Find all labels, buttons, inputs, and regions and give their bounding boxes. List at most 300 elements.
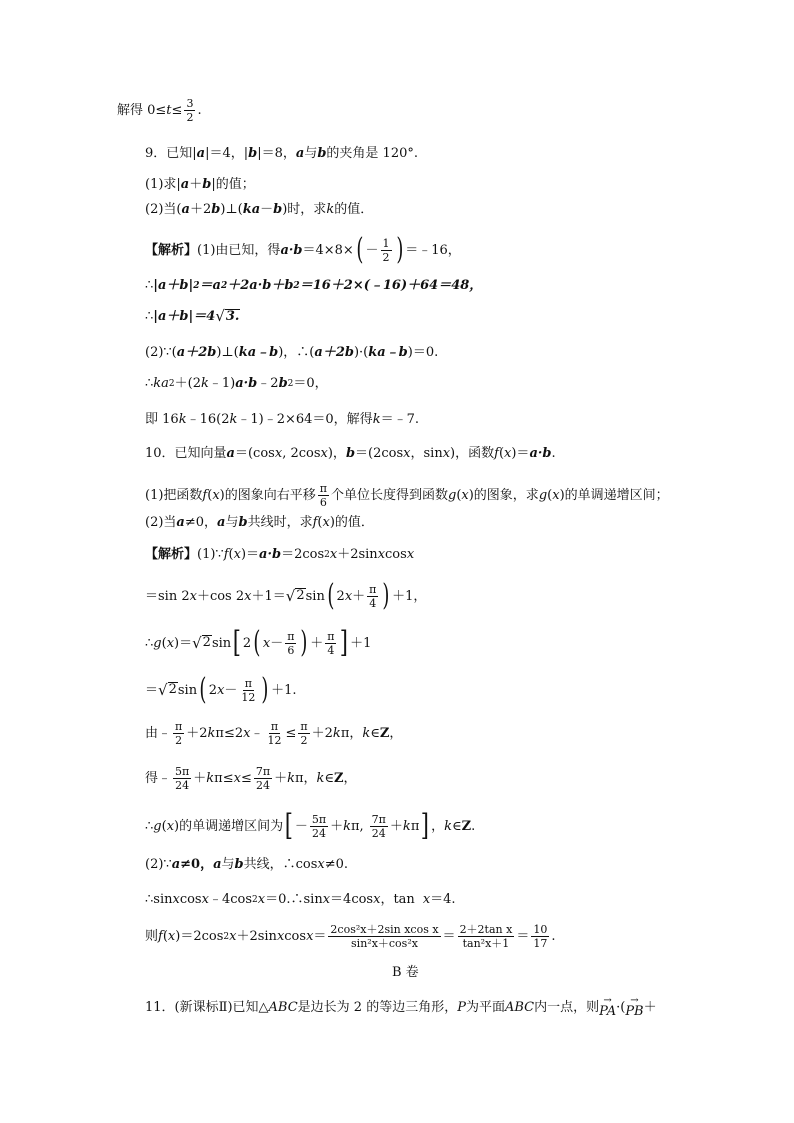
text: cos: [284, 929, 307, 944]
var: f: [202, 488, 208, 503]
var: k: [444, 818, 452, 834]
var: f: [312, 515, 318, 530]
text: )时，求: [282, 202, 327, 217]
var: x: [461, 488, 469, 503]
radicand: 2: [296, 588, 305, 604]
text: 为平面: [465, 1000, 505, 1015]
var: x: [422, 892, 431, 907]
denominator: 2: [175, 734, 183, 747]
text: ≠0.: [324, 857, 349, 872]
text: 与: [225, 515, 239, 530]
denominator: 2: [382, 250, 390, 264]
numerator: π: [175, 720, 183, 733]
text: |a＋b|＝4: [153, 309, 216, 325]
var: f: [223, 547, 229, 562]
text: ∴: [145, 278, 154, 293]
text: ＝﹣7.: [380, 412, 419, 427]
solution-10-step-10: 则 f ( x )＝2cos 2 x ＋2sin x cos x ＝ $\frac{\text{2cos²x＋2sin xcos x}}{\text{sin²x＋cos²x}}$ ＝ $\frac{\text{2＋2tan x}}{\text{tan²x＋1}}$ ＝ $\frac{10}{17}$ .: [145, 923, 556, 950]
text: ＋(2: [174, 376, 201, 391]
text: sin: [305, 588, 325, 604]
text: )＝: [174, 635, 193, 651]
text: )的值．: [329, 515, 374, 530]
text: (1)求|: [145, 177, 181, 192]
fraction: [266, 721, 284, 746]
text: (: [498, 446, 505, 461]
paren-close: ): [395, 232, 403, 267]
var: b: [317, 146, 327, 161]
integer-set: Z: [461, 818, 472, 834]
text: π: [410, 818, 420, 834]
solution-10-step-8: [145, 858, 348, 871]
text: ＋: [389, 818, 403, 834]
solution-9-step-3: [145, 309, 240, 324]
text: ＋: [189, 177, 203, 192]
text: π≤2: [215, 726, 244, 741]
text: ∴: [145, 818, 154, 834]
vector-arrow: →: [603, 995, 612, 1006]
text: 内一点，则: [534, 1000, 600, 1015]
fraction: [239, 678, 257, 703]
var: x: [403, 446, 411, 461]
var: a·b: [235, 376, 258, 391]
var: k: [343, 818, 351, 834]
denominator: 12: [241, 690, 256, 704]
text: ﹣2: [257, 376, 279, 391]
var: a: [181, 202, 190, 217]
denominator: 12: [267, 734, 282, 747]
text: |＝4，|: [205, 146, 249, 161]
text: ＋1＝: [251, 588, 286, 604]
var: a: [213, 857, 222, 872]
text: (1)把函数: [145, 488, 203, 503]
solution-10-step-1: 【解析】 (1)∵ f ( x )＝ a·b ＝2cos 2 x ＋2sin x cos x: [145, 547, 415, 562]
text: .: [197, 103, 202, 118]
paren-close: ): [261, 672, 269, 707]
numerator: π: [300, 720, 308, 733]
denominator: tan²x＋1: [462, 937, 510, 950]
text: 共线时，求: [247, 515, 313, 530]
solution-10-step-3: [145, 625, 372, 660]
text: )⊥(: [220, 202, 243, 217]
var: k: [402, 818, 411, 834]
var: x: [212, 488, 220, 503]
var: x: [262, 635, 271, 651]
sqrt: [192, 635, 212, 650]
var: ka: [153, 376, 169, 391]
text: |的值；: [211, 177, 255, 192]
fraction: [298, 721, 309, 746]
text: 9．已知|: [145, 146, 197, 161]
fraction: [458, 924, 515, 949]
text: π≤: [214, 771, 234, 786]
text: ，sin: [410, 446, 443, 461]
numerator: π: [327, 629, 335, 643]
text: ＝﹣16，: [405, 242, 461, 258]
var: x: [244, 588, 252, 604]
text: ＝0.∴sin: [265, 892, 323, 907]
problem-9-question-1: [145, 178, 255, 191]
text: ＝(2cos: [355, 446, 404, 461]
var: f: [158, 929, 163, 944]
text: ＋: [643, 1000, 657, 1015]
var: k: [326, 202, 335, 217]
text: －: [224, 682, 238, 698]
bracket-close: ]: [340, 625, 349, 660]
var: x: [274, 446, 283, 461]
text: π,: [350, 818, 364, 834]
paren-open: (: [356, 232, 364, 267]
paren-close: ): [382, 578, 390, 613]
var: k: [201, 376, 209, 391]
text: ＝a: [199, 278, 221, 293]
denominator: 6: [319, 496, 327, 509]
var: a: [176, 515, 185, 530]
solution-9-step-6: [145, 413, 419, 426]
fraction: [367, 584, 378, 609]
denominator: 2: [186, 111, 194, 124]
denominator: 2: [300, 734, 308, 747]
bracket-open: [: [284, 808, 294, 843]
var: g: [153, 818, 162, 834]
text: π，: [340, 726, 363, 741]
var: a: [226, 446, 235, 461]
numerator: 10: [533, 923, 548, 936]
text: .: [551, 446, 556, 461]
text: 解得 0≤: [117, 103, 167, 118]
text: ﹣1)﹣2×64＝0，解得: [237, 412, 373, 427]
analysis-tag: 【解析】: [145, 242, 198, 258]
var: x: [322, 515, 330, 530]
text: (: [456, 488, 462, 503]
fraction: [325, 631, 336, 656]
bracket-close: ]: [421, 808, 430, 843]
text: ∴: [145, 309, 154, 325]
denominator: 24: [311, 826, 326, 840]
text: 11．(新课标Ⅱ)已知△: [145, 1000, 269, 1015]
paren-close: ): [300, 625, 308, 660]
var: b: [278, 376, 288, 391]
denominator: 4: [369, 596, 377, 610]
fraction: [285, 631, 296, 656]
solution-10-step-2: [145, 578, 427, 613]
fraction: [173, 721, 184, 746]
vector-arrow: →: [630, 995, 639, 1006]
text: ka﹣b: [238, 345, 279, 360]
var: x: [233, 547, 241, 562]
denominator: 24: [175, 779, 190, 792]
numerator: π: [270, 720, 279, 733]
problem-10-question-1: [145, 483, 669, 508]
text: ＋2sin: [337, 547, 378, 562]
var: k: [332, 726, 341, 741]
text: (2)∵(: [145, 345, 177, 360]
vector: [599, 997, 616, 1018]
text: ，tan: [380, 892, 415, 907]
text: ka﹣b: [368, 345, 408, 360]
text: )，∴(: [278, 345, 315, 360]
text: (: [161, 635, 167, 651]
text: ＝: [442, 929, 456, 944]
numerator: 3: [186, 97, 194, 110]
fraction: [370, 814, 388, 839]
var: a: [171, 857, 181, 872]
text: )·(: [353, 345, 369, 360]
text: ＝4.: [430, 892, 456, 907]
paren-open: (: [253, 625, 261, 660]
problem-11: [145, 997, 657, 1018]
text: ，: [389, 726, 403, 741]
text: )＝: [240, 547, 260, 562]
var: x: [276, 929, 285, 944]
text: (: [161, 818, 167, 834]
text: )的图象向右平移: [219, 488, 316, 503]
var: x: [172, 892, 180, 907]
text: )⊥(: [216, 345, 239, 360]
text: ≤: [285, 726, 297, 741]
text: (2)当: [145, 515, 177, 530]
var: b: [211, 202, 221, 217]
text: ＋2sin: [236, 929, 277, 944]
section-heading: B 卷: [392, 965, 419, 980]
text: )的单调递增区间；: [559, 488, 669, 503]
denominator: 6: [287, 643, 295, 657]
text: cos: [179, 892, 202, 907]
var: ABC: [504, 1000, 535, 1015]
text: ·(: [616, 1000, 626, 1015]
fraction: [531, 924, 549, 949]
numerator: 2cos²x＋2sin xcos x: [330, 923, 439, 936]
fraction: [328, 924, 440, 949]
var: k: [178, 412, 187, 427]
var: x: [322, 892, 331, 907]
fraction: [318, 483, 329, 508]
var: k: [229, 412, 238, 427]
text: ＋: [193, 771, 207, 786]
var: x: [344, 588, 353, 604]
radical-sign: √: [158, 680, 168, 699]
text: ＋1.: [271, 682, 297, 698]
text: ＋2: [186, 726, 208, 741]
text: ＋: [310, 635, 324, 651]
solution-9-step-4: [145, 346, 438, 359]
radicand: 3.: [225, 309, 240, 324]
solution-10-step-5: [145, 721, 402, 746]
text: .: [471, 818, 476, 834]
var: x: [552, 488, 560, 503]
text: －: [365, 242, 379, 258]
text: ＋2: [311, 726, 333, 741]
var: ABC: [268, 1000, 298, 1015]
var: x: [243, 726, 251, 741]
var: k: [316, 771, 325, 786]
solution-9-step-1: [145, 232, 461, 267]
bracket-open: [: [232, 625, 242, 660]
var: a·b: [529, 446, 552, 461]
var-t: t: [166, 103, 172, 118]
numerator: π: [244, 676, 253, 690]
solution-line-range: [117, 98, 202, 123]
var: f: [494, 446, 499, 461]
var: x: [373, 892, 381, 907]
text: )＝: [511, 446, 530, 461]
text: －: [270, 635, 284, 651]
var: x: [442, 446, 451, 461]
var: b: [273, 202, 283, 217]
analysis-tag: 【解析】: [145, 547, 198, 562]
var: a·b: [280, 242, 303, 258]
var: a·b: [259, 547, 282, 562]
text: )，: [327, 446, 346, 461]
var: k: [372, 412, 381, 427]
text: 与: [304, 146, 318, 161]
text: 得﹣: [145, 771, 172, 786]
var: k: [207, 726, 216, 741]
text: ＋2: [189, 202, 212, 217]
vector-label: PB: [625, 1004, 644, 1019]
text: 2: [208, 682, 218, 698]
text: (: [547, 488, 553, 503]
var: b: [248, 146, 258, 161]
text: ＝(cos: [234, 446, 275, 461]
denominator: 24: [371, 826, 386, 840]
text: ＝sin 2: [145, 588, 190, 604]
text: 则: [145, 929, 159, 944]
text: )的单调递增区间为: [174, 818, 284, 834]
var: a: [180, 177, 190, 192]
text: .: [551, 929, 556, 944]
text: (: [162, 929, 168, 944]
text: ＝0，: [293, 376, 328, 391]
text: ＝16＋2×(﹣16)＋64＝48，: [299, 278, 483, 293]
text: 2: [336, 588, 345, 604]
var: x: [406, 547, 415, 562]
text: ＝4×8×: [302, 242, 354, 258]
text: ≤: [240, 771, 252, 786]
text: sin: [211, 635, 232, 651]
text: ＋: [274, 771, 288, 786]
text: cos: [385, 547, 407, 562]
var: x: [320, 446, 328, 461]
problem-9: [145, 147, 418, 160]
text: (1)由已知，得: [197, 242, 281, 258]
text: (1)∵: [197, 547, 224, 562]
paren-open: (: [199, 672, 207, 707]
var: x: [229, 929, 237, 944]
vector-label: PA: [599, 1004, 617, 1019]
solution-10-step-6: [145, 766, 357, 791]
text: 是边长为 2 的等边三角形，: [297, 1000, 458, 1015]
var: x: [306, 929, 314, 944]
fraction: [173, 766, 191, 791]
text: 即 16: [145, 412, 179, 427]
text: ＝: [145, 682, 159, 698]
text: ＝: [313, 929, 327, 944]
text: π，: [294, 771, 317, 786]
var: b: [238, 515, 248, 530]
radical-sign: √: [192, 633, 202, 652]
radicand: 2: [168, 682, 177, 698]
sqrt: [215, 309, 240, 324]
var: k: [206, 771, 215, 786]
text: ∈: [451, 818, 462, 834]
var: g: [538, 488, 548, 503]
fraction: [310, 814, 328, 839]
problem-10: [145, 447, 556, 460]
numerator: π: [369, 582, 377, 596]
text: ，: [343, 771, 357, 786]
text: 个单位长度得到函数: [330, 488, 448, 503]
var: a: [295, 146, 305, 161]
text: ＋1: [350, 635, 372, 651]
text: , 2cos: [282, 446, 321, 461]
denominator: 24: [255, 779, 270, 792]
text: 2: [242, 635, 252, 651]
var: a: [217, 515, 226, 530]
text: ＋: [352, 588, 366, 604]
text: a＋2b: [314, 345, 354, 360]
vector: [625, 997, 643, 1018]
var: b: [345, 446, 356, 461]
text: (: [228, 547, 234, 562]
numerator: π: [287, 629, 295, 643]
numerator: 7π: [255, 765, 271, 778]
numerator: 5π: [175, 765, 190, 778]
var: x: [201, 892, 209, 907]
var: x: [166, 818, 175, 834]
var: x: [329, 547, 338, 562]
text: ＋cos 2: [196, 588, 245, 604]
text: ＝2cos: [281, 547, 325, 562]
text: ＋2a·b＋b: [227, 278, 294, 293]
var: ka: [242, 202, 261, 217]
text: ﹣: [250, 726, 264, 741]
text: ＋: [330, 818, 344, 834]
var: x: [189, 588, 197, 604]
text: ，: [431, 818, 445, 834]
var: k: [362, 726, 371, 741]
problem-10-question-2: [145, 516, 374, 529]
solution-10-step-4: [145, 672, 297, 707]
text: ≠0，: [184, 515, 218, 530]
text: (: [317, 515, 323, 530]
text: )，函数: [450, 446, 495, 461]
numerator: π: [319, 482, 327, 495]
var: b: [202, 177, 212, 192]
text: 的值．: [334, 202, 374, 217]
denominator: sin²x＋cos²x: [351, 937, 418, 950]
var: x: [166, 635, 175, 651]
text: ∴: [145, 635, 154, 651]
numerator: 5π: [311, 812, 327, 826]
text: 的夹角是 120°.: [326, 146, 418, 161]
text: ≠0，: [180, 857, 214, 872]
solution-10-step-7: [145, 808, 476, 843]
text: (2)∵: [145, 857, 172, 872]
text: ﹣1): [208, 376, 236, 391]
radicand: 2: [202, 635, 211, 651]
solution-9-step-5: ∴ ka 2 ＋(2 k ﹣1) a·b ﹣2 b 2 ＝0，: [145, 376, 328, 391]
var: a: [196, 146, 206, 161]
problem-9-question-2: [145, 203, 373, 216]
text: 由﹣: [145, 726, 172, 741]
text: |a＋b|: [153, 278, 194, 293]
text: (: [207, 488, 213, 503]
integer-set: Z: [379, 726, 390, 741]
var: x: [233, 771, 241, 786]
sqrt: [286, 588, 306, 603]
text: 共线，∴cos: [243, 857, 318, 872]
text: ﹣4cos: [208, 892, 253, 907]
